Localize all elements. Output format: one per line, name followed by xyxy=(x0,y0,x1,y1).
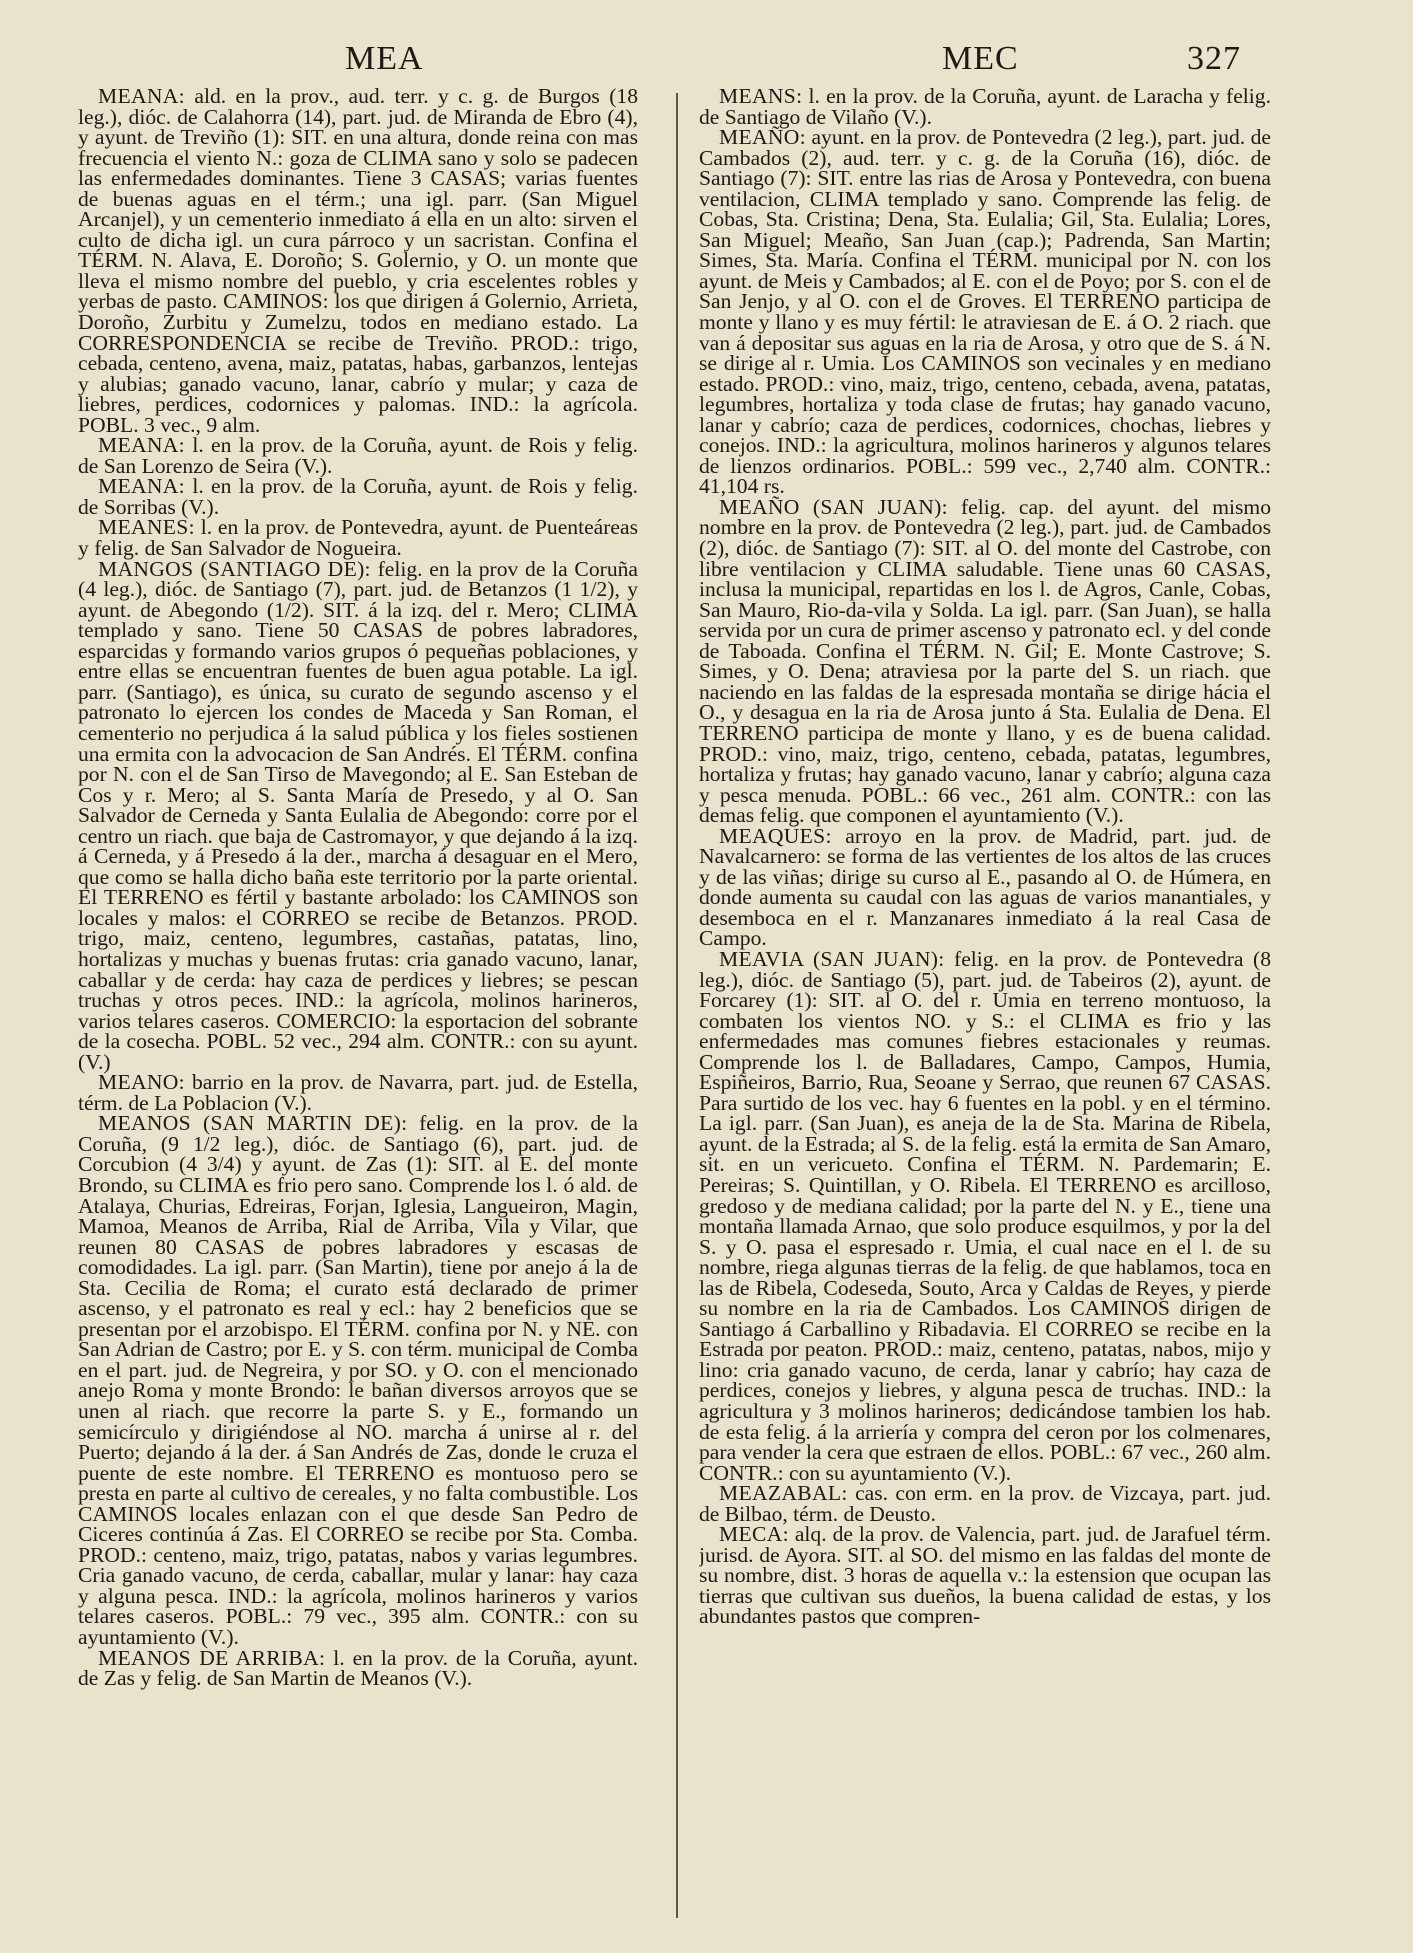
entry xyxy=(78,1645,638,1691)
entry xyxy=(699,86,1271,127)
entry-headword: MEANA: xyxy=(98,86,185,108)
entry xyxy=(78,86,638,435)
entry xyxy=(699,1524,1271,1627)
entry-headword: MEAÑO: xyxy=(719,125,806,150)
entry-text: felig. cap. del ayunt. del mismo nombre en la prov. de Pontevedra (2 leg.), part. jud. de Cambados (2), dióc. de Santiago (7): SIT. al O. del monte del Castrobe, con libre ventilacion y CLIMA saludable. Tiene unas 60 CASAS, inclusa la municipal, repartidas en los l. de Agros, Canle, Cobas, San Mauro, Rio-da-vila y Solda. La igl. parr. (San Juan), se halla servida por un cura de primer ascenso y patronato ecl. y del conde de Taboada. Confina el TÉRM. N. Gil; E. Monte Castrove; S. Simes, y O. Dena; atraviesa por la parte del S. un riach. que naciendo en las faldas de la espresada montaña se dirige hácia el O., y desagua en la ria de Arosa junto á Sta. Eulalia de Dena. El TERRENO participa de monte y llano, y es de buena calidad. PROD.: vino, maiz, trigo, centeno, cebada, patatas, legumbres, hortaliza y frutas; hay ganado vacuno, lanar y cabrío; alguna caza y pesca menuda. POBL.: 66 vec., 261 alm. CONTR.: con las demas felig. que componen el ayuntamiento (V.). xyxy=(699,494,1271,828)
entry-text: l. en la prov. de la Coruña, ayunt. de Laracha y felig. de Santiago de Vilaño (V.). xyxy=(699,86,1271,129)
column-divider xyxy=(676,93,678,1918)
entry xyxy=(78,556,638,1074)
entry xyxy=(78,435,638,476)
entry-text: l. en la prov. de la Coruña, ayunt. de Zas y felig. de San Martin de Meanos (V.). xyxy=(78,1645,638,1691)
entry-text: alq. de la prov. de Valencia, part. jud. de Jarafuel térm. jurisd. de Ayora. SIT. al SO. del mismo en las faldas del monte de su nombre, dist. 3 horas de aquella v.: la estension que ocupan las tierras que cultivan sus dueños, la buena calidad de estas, y los abundantes pastos que compren- xyxy=(699,1522,1271,1629)
header-right-guide-word: MEC xyxy=(942,40,1019,77)
entry-headword: MEAVIA (SAN JUAN): xyxy=(719,946,945,971)
entry-text: l. en la prov. de la Coruña, ayunt. de Rois y felig. de San Lorenzo de Seira (V.). xyxy=(78,433,638,478)
entry-text: felig. en la prov. de Pontevedra (8 leg.), dióc. de Santiago (5), part. jud. de Tabeiros (2), ayunt. de Forcarey (1): SIT. al O. del r. Umia en terreno montuoso, la combaten los vientos NO. y S.: el CLIMA es frio y las enfermedades mas comunes fiebres estacionales y reumas. Comprende los l. de Balladares, Campo, Campos, Humia, Espiñeiros, Barrio, Rua, Seoane y Serrao, que reunen 67 CASAS. Para surtido de los vec. hay 6 fuentes en la pobl. y en el término. La igl. parr. (San Juan), es aneja de la de Sta. Marina de Ribela, ayunt. de la Estrada; al S. de la felig. está la ermita de San Amaro, sit. en un vericueto. Confina el TÉRM. N. Pardemarin; E. Pereiras; S. Quintillan, y O. Ribela. El TERRENO es arcilloso, gredoso y de mediana calidad; por la parte del N. y E., tiene una montaña llamada Arnao, que solo produce esquilmos, y por la del S. y O. pasa el espresado r. Umia, el cual nace en el l. de su nombre, riega algunas tierras de la felig. de que hablamos, toca en las de Ribela, Codeseda, Souto, Arca y Caldas de Reyes, y pierde su nombre en la ria de Cambados. Los CAMINOS dirigen de Santiago á Carballino y Ribadavia. El CORREO se recibe en la Estrada por peaton. PROD.: maiz, centeno, patatas, nabos, mijo y lino: cria ganado vacuno, de cerda, lanar y cabrío; hay caza de perdices, conejos y liebres, y alguna pesca de truchas. IND.: la agricultura y 3 molinos harineros; dedicándose tambien los hab. de esta felig. á la arriería y compra del ceron por los colmenares, para vender la cera que estraen de ellos. POBL.: 67 vec., 260 alm. CONTR.: con su ayuntamiento (V.). xyxy=(699,946,1271,1485)
entry-headword: MECA: xyxy=(719,1522,789,1547)
header-left-guide-word: MEA xyxy=(345,40,424,77)
entry-text: felig. en la prov de la Coruña (4 leg.), dióc. de Santiago (7), part. jud. de Betanzos (1 1/2), y ayunt. de Abegondo (1/2). SIT. á la izq. del r. Mero; CLIMA templado y sano. Tiene 50 CASAS de pobres labradores, esparcidas y formando varios grupos ó pequeñas poblaciones, y entre ellas se encuentran fuentes de buen agua potable. La igl. parr. (Santiago), es única, su curato de segundo ascenso y el patronato lo ejercen los condes de Maceda y San Roman, el cementerio no perjudica á la salud pública y los fieles sostienen una ermita con la advocacion de San Andrés. El TÉRM. confina por N. con el de San Tirso de Mavegondo; al E. San Esteban de Cos y r. Mero; al S. Santa María de Presedo, y al O. San Salvador de Cerneda y Santa Eulalia de Abegondo: corre por el centro un riach. que baja de Castromayor, y que dejando á la izq. á Cerneda, y á Presedo á la der., marcha á desaguar en el Mero, que como se halla dicho baña este territorio por la parte oriental. El TERRENO es fértil y bastante arbolado: los CAMINOS son locales y malos: el CORREO se recibe de Betanzos. PROD. trigo, maiz, centeno, legumbres, castañas, patatas, lino, hortalizas y muchas y buenas frutas: cria ganado vacuno, lanar, caballar y de cerda: hay caza de perdices y liebres; se pescan truchas y otros peces. IND.: la agrícola, molinos harineros, varios telares caseros. COMERCIO: la esportacion del sobrante de la cosecha. POBL. 52 vec., 294 alm. CONTR.: con su ayunt. (V.) xyxy=(78,556,638,1074)
entry xyxy=(78,1111,638,1650)
entry-headword: MEAZABAL: xyxy=(719,1481,848,1506)
entry-headword: MEANOS DE ARRIBA: xyxy=(98,1645,326,1670)
left-column xyxy=(78,86,638,1931)
entry xyxy=(699,946,1271,1485)
entry-headword: MANGOS (SANTIAGO DE): xyxy=(98,556,371,581)
running-header xyxy=(0,40,1413,80)
entry-text: ald. en la prov., aud. terr. y c. g. de Burgos (18 leg.), dióc. de Calahorra (14), part. jud. de Miranda de Ebro (4), y ayunt. de Treviño (1): SIT. en una altura, donde reina con mas frecuencia el viento N.: goza de CLIMA sano y solo se padecen las enfermedades dominantes. Tiene 3 CASAS; varias fuentes de buenas aguas en el térm.; una igl. parr. (San Miguel Arcanjel), y un cementerio inmediato á ella en un alto: sirven el culto de dicha igl. un cura párroco y un sacristan. Confina el TÉRM. N. Alava, E. Doroño; S. Golernio, y O. un monte que lleva el mismo nombre del pueblo, y cria escelentes robles y yerbas de pasto. CAMINOS: los que dirigen á Golernio, Arrieta, Doroño, Zurbitu y Zumelzu, todos en mediano estado. La CORRESPONDENCIA se recibe de Treviño. PROD.: trigo, cebada, centeno, avena, maiz, patatas, habas, garbanzos, lentejas y alubias; ganado vacuno, lanar, cabrío y mular; y caza de liebres, perdices, codornices y palomas. IND.: la agrícola. POBL. 3 vec., 9 alm. xyxy=(78,86,638,437)
entry xyxy=(78,1072,638,1113)
entry xyxy=(699,127,1271,497)
entry xyxy=(78,476,638,517)
entry-text: felig. en la prov. de la Coruña, (9 1/2 leg.), dióc. de Santiago (6), part. jud. de Corcubion (4 3/4) y ayunt. de Zas (1): SIT. al E. del monte Brondo, su CLIMA es frio pero sano. Comprende los l. ó ald. de Atalaya, Churias, Edreiras, Forjan, Iglesia, Langueiron, Magin, Mamoa, Meanos de Arriba, Rial de Arriba, Vila y Vilar, que reunen 80 CASAS de pobres labradores y escasas de comodidades. La igl. parr. (San Martin), tiene por anejo á la de Sta. Cecilia de Roma; el curato está declarado de primer ascenso, y el patronato es real y ecl.: hay 2 beneficios que se presentan por el arzobispo. El TÉRM. confina por N. y NE. con San Adrian de Castro; por E. y S. con térm. municipal de Comba en el part. jud. de Negreira, y por SO. y O. con el mencionado anejo Roma y monte Brondo: le bañan diversos arroyos que se unen al riach. que recorre la parte S. y E., formando un semicírculo y dirigiéndose al NO. marcha á unirse al r. del Puerto; dejando á la der. á San Andrés de Zas, donde le cruza el puente de este nombre. El TERRENO es montuoso pero se presta en parte al cultivo de cereales, y no falta combustible. Los CAMINOS locales enlazan con el que desde San Pedro de Ciceres continúa á Zas. El CORREO se recibe por Sta. Comba. PROD.: centeno, maiz, trigo, patatas, nabos y varias legumbres. Cria ganado vacuno, de cerda, caballar, mular y lanar: hay caza y alguna pesca. IND.: la agrícola, molinos harineros y varios telares caseros. POBL.: 79 vec., 395 alm. CONTR.: con su ayuntamiento (V.). xyxy=(78,1111,638,1650)
entry-text: ayunt. en la prov. de Pontevedra (2 leg.), part. jud. de Cambados (2), aud. terr. y c. g. de la Coruña (16), dióc. de Santiago (7): SIT. entre las rias de Arosa y Pontevedra, con buena ventilacion, CLIMA templado y sano. Comprende las felig. de Cobas, Sta. Cristina; Dena, Sta. Eulalia; Gil, Sta. Eulalia; Lores, San Miguel; Meaño, San Juan (cap.); Padrenda, San Martin; Simes, Sta. María. Confina el TÉRM. municipal por N. con los ayunt. de Meis y Cambados; al E. con el de Poyo; por S. con el de San Jenjo, y al O. con el de Groves. El TERRENO participa de monte y llano y es muy fértil: le atraviesan de E. á O. 2 riach. que van á depositar sus aguas en la ria de Arosa, y otro que de S. á N. se dirige al r. Umia. Los CAMINOS son vecinales y en mediano estado. PROD.: vino, maiz, trigo, centeno, cebada, avena, patatas, legumbres, hortaliza y toda clase de frutas; hay ganado vacuno, lanar y cabrío; caza de perdices, codornices, chochas, liebres y conejos. IND.: la agricultura, molinos harineros y algunos telares de lienzos ordinarios. POBL.: 599 vec., 2,740 alm. CONTR.: 41,104 rs. xyxy=(699,125,1271,499)
entry-text: cas. con erm. en la prov. de Vizcaya, part. jud. de Bilbao, térm. de Deusto. xyxy=(699,1481,1271,1526)
entry-headword: MEANO: xyxy=(98,1070,185,1095)
page-number: 327 xyxy=(1187,40,1241,77)
entry-text: barrio en la prov. de Navarra, part. jud. de Estella, térm. de La Poblacion (V.). xyxy=(78,1070,638,1115)
entry xyxy=(78,515,638,561)
entry-headword: MEANES: xyxy=(98,515,195,540)
entry xyxy=(699,1483,1271,1524)
entry-headword: MEANS: xyxy=(719,86,803,108)
entry-headword: MEAÑO (SAN JUAN): xyxy=(719,494,948,519)
entry xyxy=(699,494,1271,828)
right-column xyxy=(699,86,1271,1931)
entry-headword: MEAQUES: xyxy=(719,823,832,848)
entry-headword: MEANA: xyxy=(98,433,185,458)
entry xyxy=(699,823,1271,951)
entry-text: arroyo en la prov. de Madrid, part. jud. de Navalcarnero: se forma de las vertientes de los altos de las cruces y de las viñas; dirige su curso al E., pasando al O. de Húmera, en donde aumenta su caudal con las aguas de varios manantiales, y desemboca en el r. Manzanares inmediato á la real Casa de Campo. xyxy=(699,823,1271,951)
entry-text: l. en la prov. de Pontevedra, ayunt. de Puenteáreas y felig. de San Salvador de Nogueira. xyxy=(78,515,638,561)
entry-headword: MEANOS (SAN MARTIN DE): xyxy=(98,1111,408,1136)
entry-headword: MEANA: xyxy=(98,474,185,499)
entry-text: l. en la prov. de la Coruña, ayunt. de Rois y felig. de Sorribas (V.). xyxy=(78,474,638,519)
